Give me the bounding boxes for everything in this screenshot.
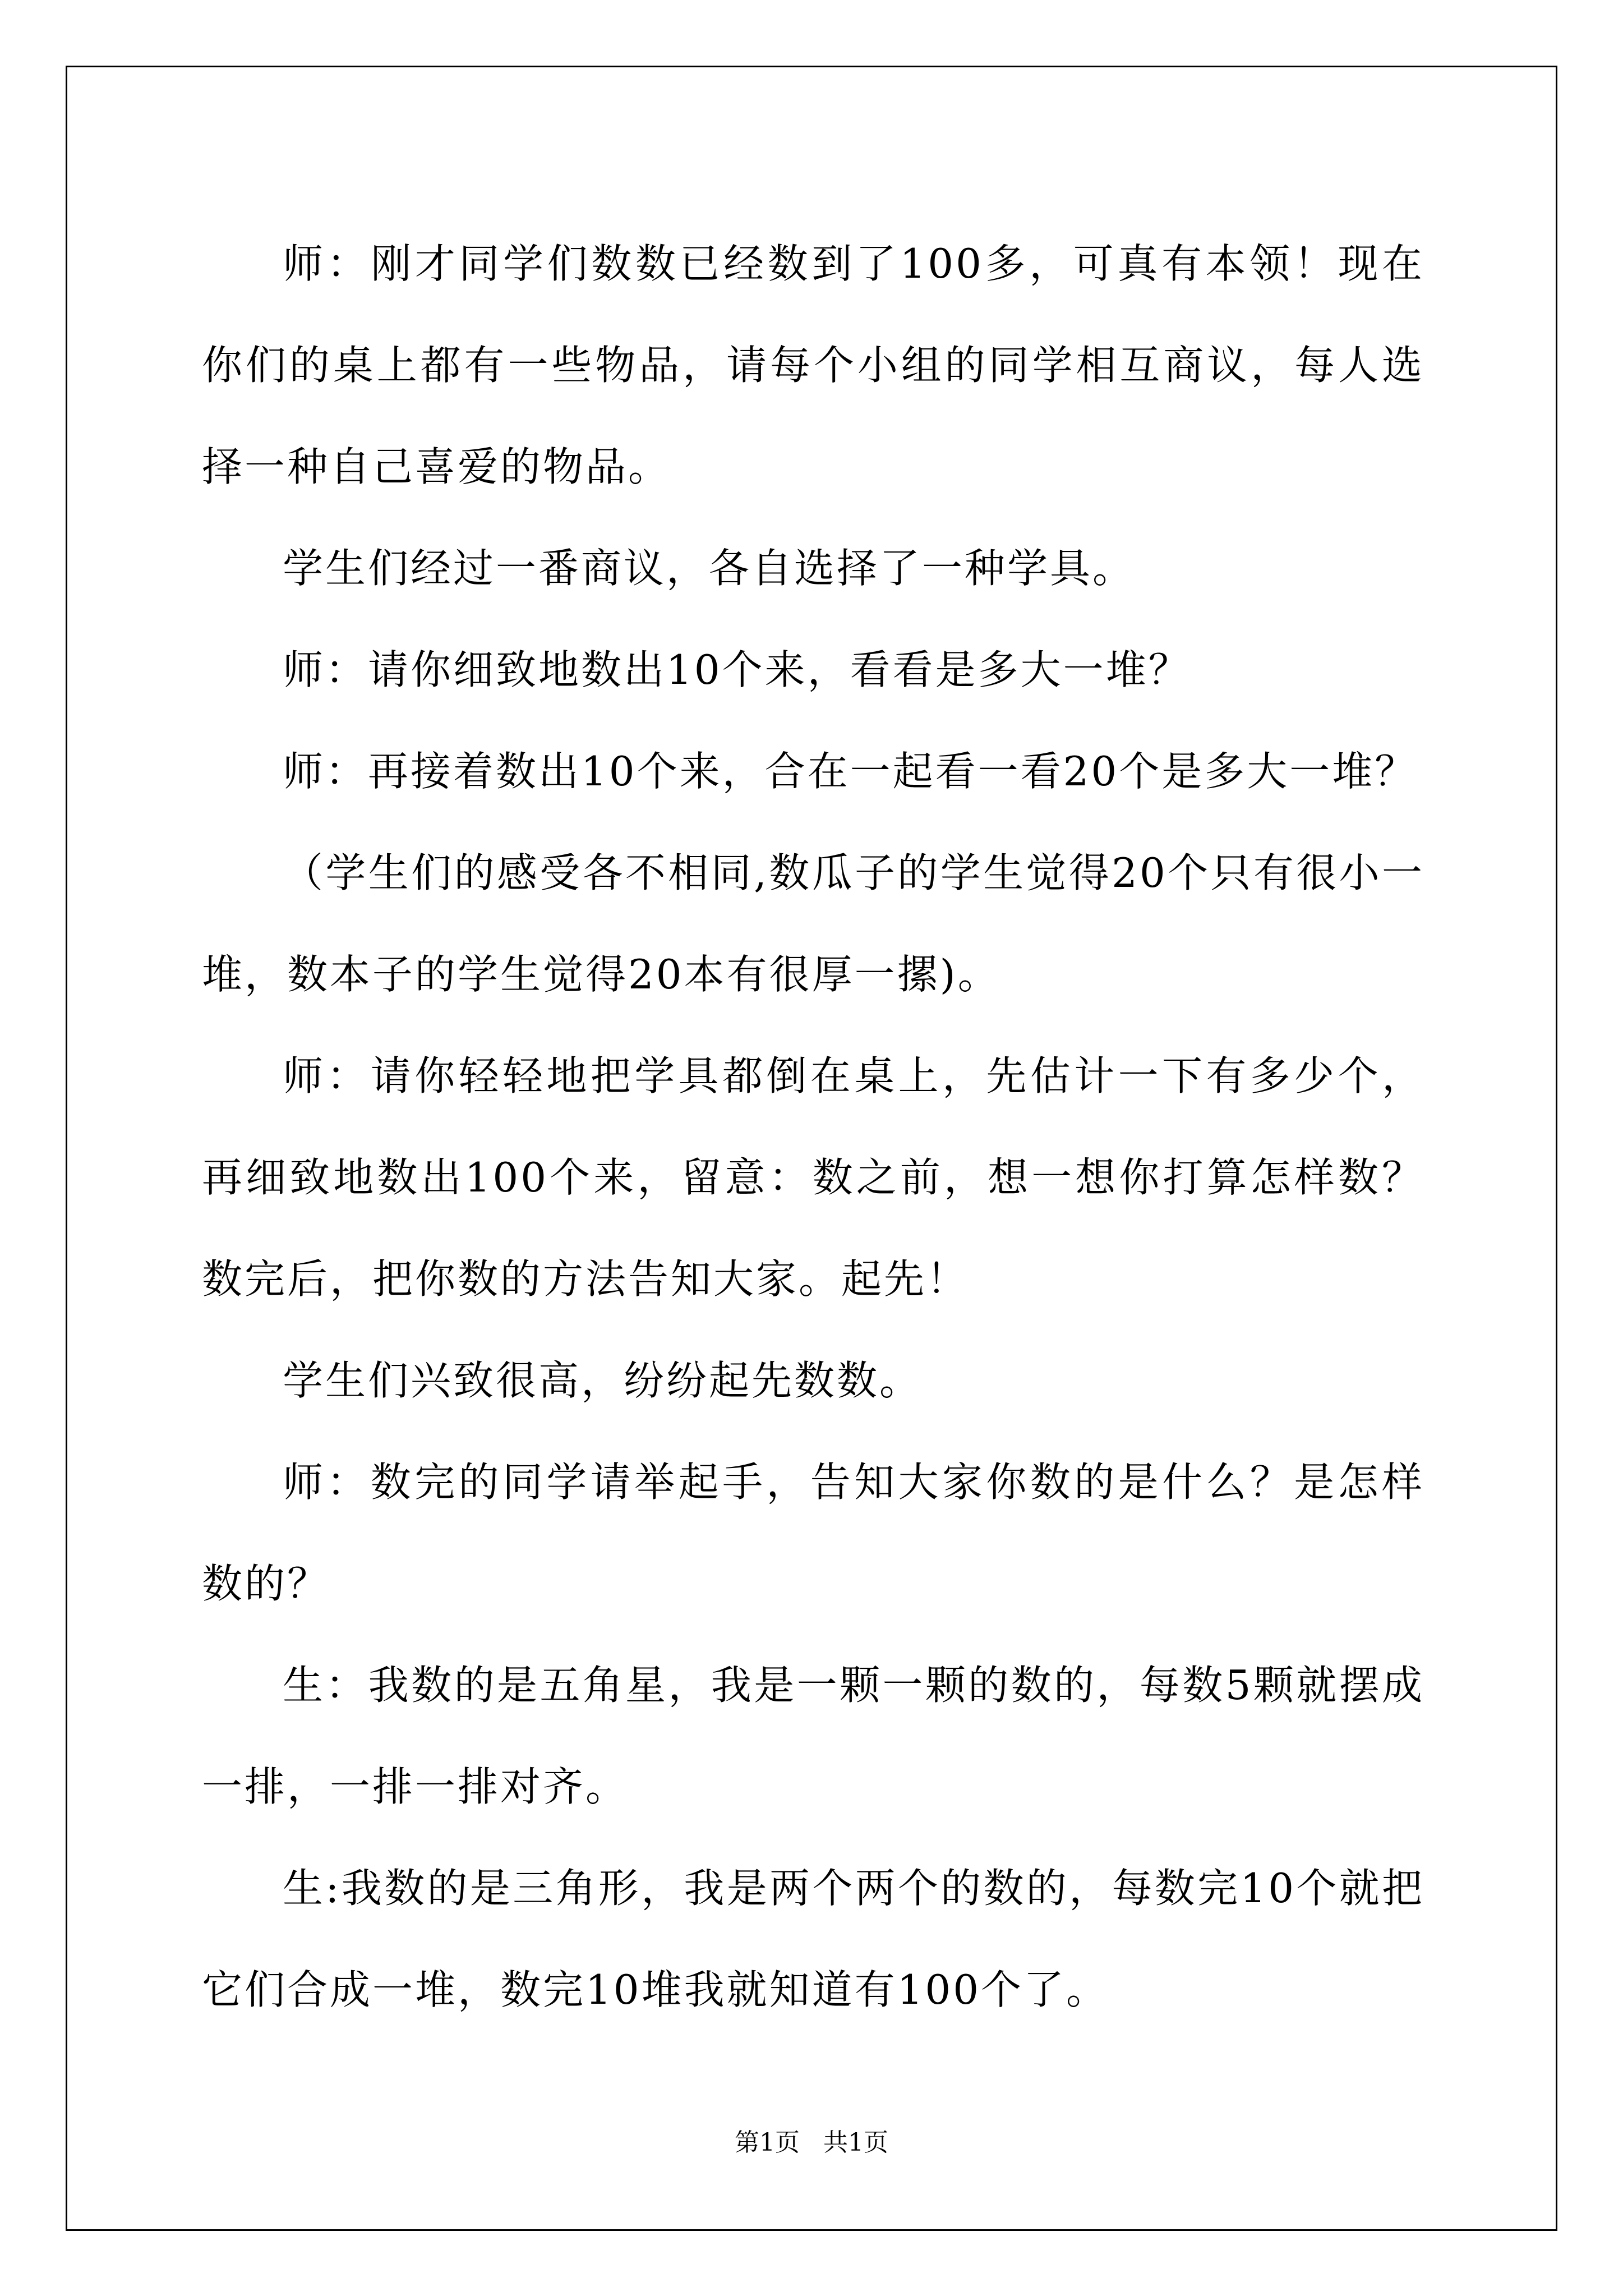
paragraph-10: 生:我数的是三角形，我是两个两个的数的，每数完10个就把它们合成一堆，数完10堆我就知道有100个了。 [202,1865,1424,2013]
page-total: 共1页 [823,2128,888,2157]
page-number: 第1页 [735,2128,800,2157]
paragraph-2: 学生们经过一番商议，各自选择了一种学具。 [283,545,1136,592]
paragraph-5: （学生们的感受各不相同,数瓜子的学生觉得20个只有很小一堆，数本子的学生觉得20本有很厚一摞)。 [202,849,1424,998]
paragraph-4: 师：再接着数出10个来，合在一起看一看20个是多大一堆？ [283,748,1418,795]
paragraph-3: 师：请你细致地数出10个来，看看是多大一堆？ [283,646,1191,693]
paragraph-1: 师：刚才同学们数数已经数到了100多，可真有本领！现在你们的桌上都有一些物品，请每个小组的同学相互商议，每人选择一种自己喜爱的物品。 [202,240,1424,490]
page-footer [0,2126,1623,2160]
paragraph-9: 生：我数的是五角星，我是一颗一颗的数的，每数5颗就摆成一排，一排一排对齐。 [202,1662,1424,1810]
paragraph-6: 师：请你轻轻地把学具都倒在桌上，先估计一下有多少个，再细致地数出100个来，留意：数之前，想一想你打算怎样数？数完后，把你数的方法告知大家。起先！ [202,1052,1424,1303]
paragraph-8: 师：数完的同学请举起手，告知大家你数的是什么？是怎样数的？ [202,1458,1424,1607]
document-body [202,213,1424,2041]
paragraph-7: 学生们兴致很高，纷纷起先数数。 [283,1357,923,1404]
